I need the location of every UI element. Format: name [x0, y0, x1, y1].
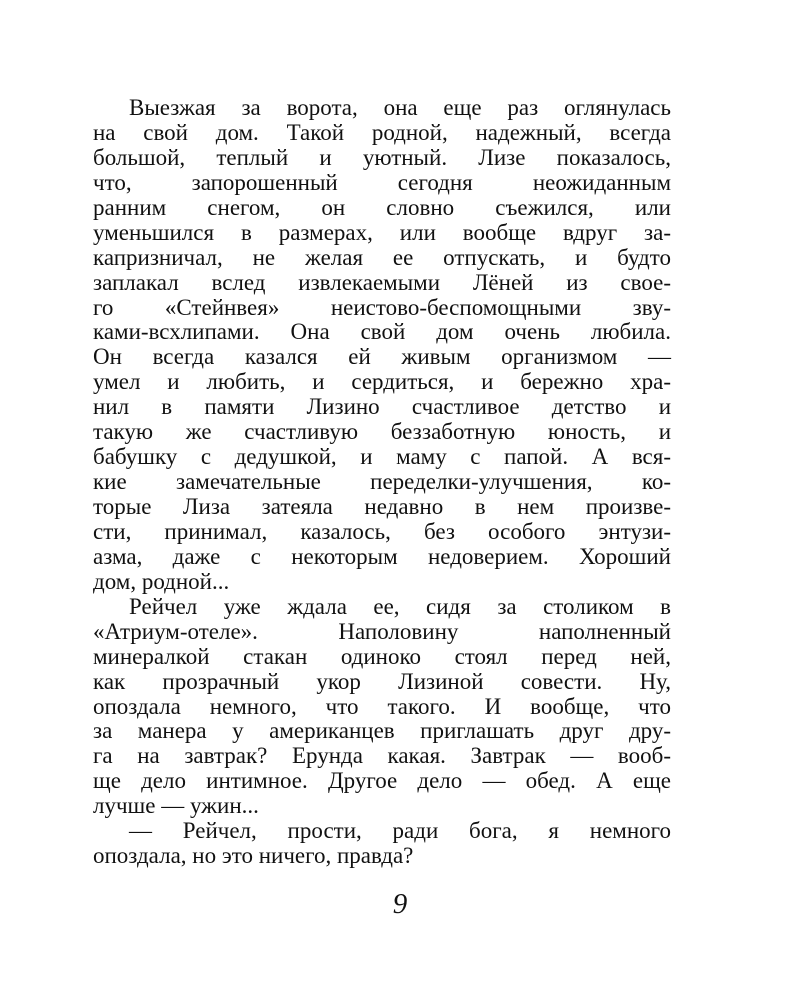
text-line: — Рейчел, прости, ради бога, я немного: [129, 818, 671, 844]
text-line: минералкой стакан одиноко стоял перед ней,: [93, 643, 671, 669]
paragraph-1: [93, 96, 671, 595]
text-line: лучше — ужин...: [93, 793, 259, 819]
text-line: га на завтрак? Ерунда какая. Завтрак — вооб-: [93, 743, 671, 769]
paragraph-2: [93, 595, 671, 819]
text-line: сти, принимал, казалось, без особого энтузи-: [93, 518, 671, 544]
paragraph-3: [93, 819, 671, 869]
body-text: [93, 96, 671, 869]
text-line: ранним снегом, он словно съежился, или: [93, 194, 671, 220]
text-line: на свой дом. Такой родной, надежный, всегда: [93, 119, 671, 145]
text-line: за манера у американцев приглашать друг дру-: [93, 718, 671, 744]
text-line: что, запорошенный сегодня неожиданным: [93, 169, 671, 195]
text-line: кие замечательные переделки-улучшения, ко-: [93, 469, 671, 495]
text-line: Рейчел уже ждала ее, сидя за столиком в: [129, 593, 671, 619]
text-line: Выезжая за ворота, она еще раз оглянулась: [129, 95, 671, 120]
text-line: уменьшился в размерах, или вообще вдруг за-: [93, 219, 671, 245]
text-line: заплакал вслед извлекаемыми Лёней из свое-: [93, 269, 671, 295]
text-line: бабушку с дедушкой, и маму с папой. А вся-: [93, 444, 671, 470]
text-line: Он всегда казался ей живым организмом —: [93, 344, 671, 370]
text-line: опоздала, но это ничего, правда?: [93, 843, 414, 869]
text-line: нил в памяти Лизино счастливое детство и: [93, 394, 671, 420]
text-line: дом, родной...: [93, 568, 230, 594]
text-line: опоздала немного, что такого. И вообще, что: [93, 693, 671, 719]
text-line: умел и любить, и сердиться, и бережно хра-: [93, 369, 671, 395]
text-line: как прозрачный укор Лизиной совести. Ну,: [93, 668, 671, 694]
text-line: такую же счастливую беззаботную юность, и: [93, 419, 671, 445]
text-line: ще дело интимное. Другое дело — обед. А еще: [93, 768, 671, 794]
text-line: большой, теплый и уютный. Лизе показалось,: [93, 144, 671, 170]
text-line: азма, даже с некоторым недоверием. Хороший: [93, 543, 671, 569]
text-line: торые Лиза затеяла недавно в нем произве-: [93, 494, 671, 519]
text-line: капризничал, не желая ее отпускать, и будто: [93, 244, 671, 270]
text-line: «Атриум-отеле». Наполовину наполненный: [93, 618, 671, 644]
text-line: го «Стейнвея» неистово-беспомощными зву-: [93, 294, 671, 320]
text-line: ками-всхлипами. Она свой дом очень любила.: [93, 319, 671, 345]
page-number: 9: [392, 888, 408, 920]
